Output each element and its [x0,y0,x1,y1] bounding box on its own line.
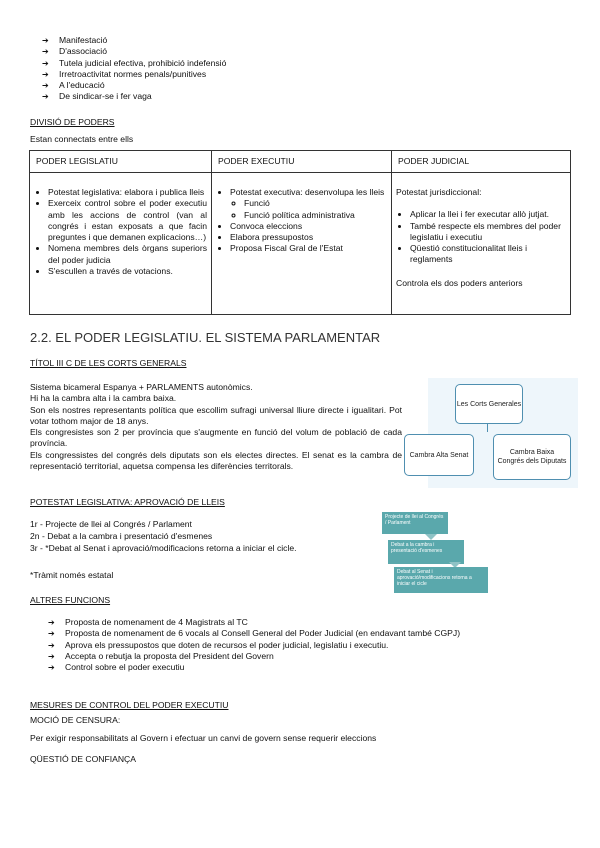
list-item: • Qüestió constitucionalitat lleis i reglaments [410,243,566,266]
process-box-3: Debat al Senat i aprovació/modificacions retorna a iniciar el cicle [394,567,488,593]
division-intro: Estan connectats entre ells [30,134,134,144]
list-item: ➔ Tutela judicial efectiva, prohibició indefensió [42,58,442,69]
diagram-congres-title: Cambra Baixa [509,449,555,456]
titol-heading: TÍTOL III C DE LES CORTS GENERALS [30,358,187,368]
list-item: ➔ Irretroactivitat normes penals/punitives [42,69,442,80]
process-box-2: Debat a la cambra i presentació d'esmenes [388,540,464,564]
mocio-title: MOCIÓ DE CENSURA: [30,715,121,725]
diagram-congres-sub: Congrés dels Diputats [497,458,567,465]
list-item: ➔ D'associació [42,46,442,57]
altres-heading: ALTRES FUNCIONS [30,595,111,605]
step: 3r - *Debat al Senat i aprovació/modificacions retorna a iniciar el cicle. [30,543,297,553]
cell-executiu [212,173,392,315]
list-item: • Potestat executiva: desenvolupa les lleis ◦ Funció ◦ Funció política administrativa [230,187,387,221]
list-item: ➔ Manifestació [42,35,442,46]
list-item: • Nomena membres dels òrgans superiors del poder judicia [48,243,207,266]
list-item: ➔ Proposta de nomenament de 6 vocals al Consell General del Poder Judicial (en endavant també CGPJ) [48,628,518,639]
list-item: ➔ De sindicar-se i fer vaga [42,91,442,102]
list-item: ➔ Proposta de nomenament de 4 Magistrats al TC [48,617,518,628]
cell-legislatiu [30,173,212,315]
list-item: • Exerceix control sobre el poder executiu amb les accions de control (van al congrés i estan exposats a que facin preguntes i que demanen explicacions…) [48,198,207,243]
paragraph: Son els nostres representants política que escollim sufragi universal lliure directe i igualitari. Pot votar tothom major de 18 anys. [30,404,402,426]
header-legislatiu: PODER LEGISLATIU [30,151,212,173]
diagram-congres [493,434,571,480]
cell-judicial [392,173,571,315]
division-heading: DIVISIÓ DE PODERS [30,117,115,127]
list-item: ➔ Accepta o rebutja la proposta del President del Govern [48,651,518,662]
potestat-note: *Tràmit només estatal [30,570,114,580]
titol-text [30,382,402,472]
list-item: ◦ Funció política administrativa [244,210,387,221]
diagram-senat: Cambra Alta Senat [404,434,474,476]
judicial-footer: Controla els dos poders anteriors [396,277,523,288]
list-item: • Aplicar la llei i fer executar allò jutjat. [410,209,566,220]
process-box-1: Projecte de llei al Congrés / Parlament [382,512,448,534]
step: 1r - Projecte de llei al Congrés / Parlament [30,519,192,529]
paragraph: Els congresistes son 2 per província que s'augmente en funció del volum de població de cada província. [30,427,402,449]
paragraph: Hi ha la cambra alta i la cambra baixa. [30,393,177,404]
step: 2n - Debat a la cambra i presentació d'esmenes [30,531,213,541]
potestat-heading: POTESTAT LEGISLATIVA: APROVACIÓ DE LLEIS [30,497,225,507]
header-judicial: PODER JUDICIAL [392,151,571,173]
paragraph: Sistema bicameral Espanya + PARLAMENTS autonòmics. [30,382,253,392]
judicial-intro: Potestat jurisdiccional: [396,187,482,197]
potestat-steps [30,518,380,554]
diagram-root: Les Corts Generales [455,384,523,424]
questio-title: QÜESTIÓ DE CONFIANÇA [30,754,136,764]
mocio-text: Per exigir responsabilitats al Govern i efectuar un canvi de govern sense requerir eleccions [30,733,377,743]
list-item: • S'escullen a través de votacions. [48,266,207,277]
paragraph: Els congressistes del congrés dels diputats son els electes directes. El senat es la cambra de representació territorial, aquetsa compensa les diferències territorals. [30,449,402,472]
list-item: ➔ A l'educació [42,80,442,91]
list-item: ➔ Control sobre el poder executiu [48,662,518,673]
powers-table [29,150,571,315]
altres-list [48,617,518,673]
list-item: • També respecte els membres del poder legislatiu i executiu [410,221,566,244]
list-item: ➔ Aprova els pressupostos que doten de recursos el poder judicial, legislatiu i executiu. [48,640,518,651]
header-executiu: PODER EXECUTIU [212,151,392,173]
list-item: • Elabora pressupostos [230,232,387,243]
list-item: ◦ Funció [244,198,387,209]
mesures-heading: MESURES DE CONTROL DEL PODER EXECUTIU [30,700,229,710]
rights-list [42,35,442,103]
list-item: • Proposa Fiscal Gral de l'Estat [230,243,387,254]
section-title: 2.2. EL PODER LEGISLATIU. EL SISTEMA PARLAMENTAR [30,330,381,345]
list-item: • Potestat legislativa: elabora i publica lleis [48,187,207,198]
list-item: • Convoca eleccions [230,221,387,232]
